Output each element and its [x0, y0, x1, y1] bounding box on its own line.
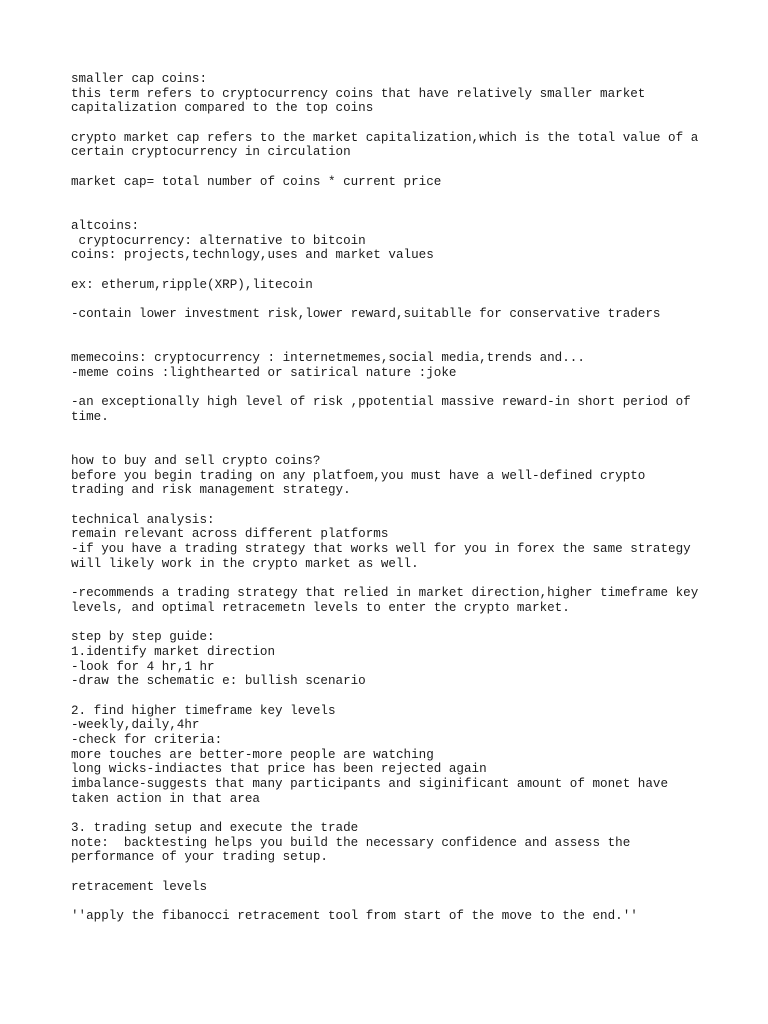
document-page	[71, 72, 711, 924]
text-line: smaller cap coins:	[71, 72, 208, 86]
text-line: -contain lower investment risk,lower reward,suitablle for conservative traders	[71, 307, 661, 322]
text-line: time.	[71, 409, 109, 424]
text-line: capitalization compared to the top coins	[71, 101, 374, 116]
text-line: memecoins: cryptocurrency : internetmemes,social media,trends and...	[71, 351, 585, 366]
paragraph-altcoins-example	[71, 278, 711, 293]
text-line: technical analysis:	[71, 512, 215, 527]
paragraph-step-guide	[71, 630, 711, 689]
text-line: more touches are better-more people are watching	[71, 747, 434, 762]
text-line: crypto market cap refers to the market capitalization,which is the total value of a	[71, 130, 699, 145]
text-line: this term refers to cryptocurrency coins that have relatively smaller market	[71, 86, 646, 101]
text-line: remain relevant across different platforms	[71, 527, 389, 542]
paragraph-memecoins-risk	[71, 395, 711, 424]
text-line: trading and risk management strategy.	[71, 483, 351, 498]
paragraph-step-3	[71, 821, 711, 865]
text-line: cryptocurrency: alternative to bitcoin	[71, 233, 366, 248]
text-line: how to buy and sell crypto coins?	[71, 453, 321, 468]
text-line: before you begin trading on any platfoem,you must have a well-defined crypto	[71, 468, 646, 483]
text-line: ''apply the fibanocci retracement tool from start of the move to the end.''	[71, 909, 638, 924]
text-line: altcoins:	[71, 218, 140, 233]
text-line: -an exceptionally high level of risk ,ppotential massive reward-in short period of	[71, 395, 691, 410]
text-line: note: backtesting helps you build the necessary confidence and assess the	[71, 835, 631, 850]
text-line: 2. find higher timeframe key levels	[71, 703, 336, 718]
paragraph-altcoins-risk	[71, 307, 711, 322]
text-line: -look for 4 hr,1 hr	[71, 659, 215, 674]
paragraph-memecoins	[71, 351, 711, 380]
text-line: certain cryptocurrency in circulation	[71, 145, 351, 160]
text-line: -draw the schematic e: bullish scenario	[71, 674, 366, 689]
text-line: levels, and optimal retracemetn levels to enter the crypto market.	[71, 600, 570, 615]
paragraph-altcoins	[71, 219, 711, 263]
text-line: imbalance-suggests that many participants and siginificant amount of monet have	[71, 777, 669, 792]
text-line: step by step guide:	[71, 630, 215, 645]
paragraph-fibonacci	[71, 909, 711, 924]
text-line: -meme coins :lighthearted or satirical nature :joke	[71, 365, 457, 380]
paragraph-technical-analysis	[71, 513, 711, 572]
text-line: -weekly,daily,4hr	[71, 718, 200, 733]
paragraph-recommends	[71, 586, 711, 615]
paragraph-step-2	[71, 704, 711, 807]
text-line: coins: projects,technlogy,uses and market values	[71, 248, 434, 263]
text-line: -if you have a trading strategy that works well for you in forex the same strategy	[71, 542, 691, 557]
text-line: will likely work in the crypto market as well.	[71, 556, 419, 571]
text-line: 3. trading setup and execute the trade	[71, 821, 359, 836]
paragraph-market-cap-formula	[71, 175, 711, 190]
text-line: retracement levels	[71, 879, 208, 894]
text-line: 1.identify market direction	[71, 644, 276, 659]
paragraph-market-cap-definition	[71, 131, 711, 160]
text-line: ex: etherum,ripple(XRP),litecoin	[71, 277, 313, 292]
text-line: -recommends a trading strategy that relied in market direction,higher timeframe key	[71, 586, 699, 601]
paragraph-smaller-cap	[71, 72, 711, 116]
text-line: performance of your trading setup.	[71, 850, 328, 865]
text-line: market cap= total number of coins * current price	[71, 174, 442, 189]
text-line: long wicks-indiactes that price has been rejected again	[71, 762, 487, 777]
paragraph-how-to-buy	[71, 454, 711, 498]
text-line: taken action in that area	[71, 791, 260, 806]
paragraph-retracement	[71, 880, 711, 895]
text-line: -check for criteria:	[71, 732, 223, 747]
